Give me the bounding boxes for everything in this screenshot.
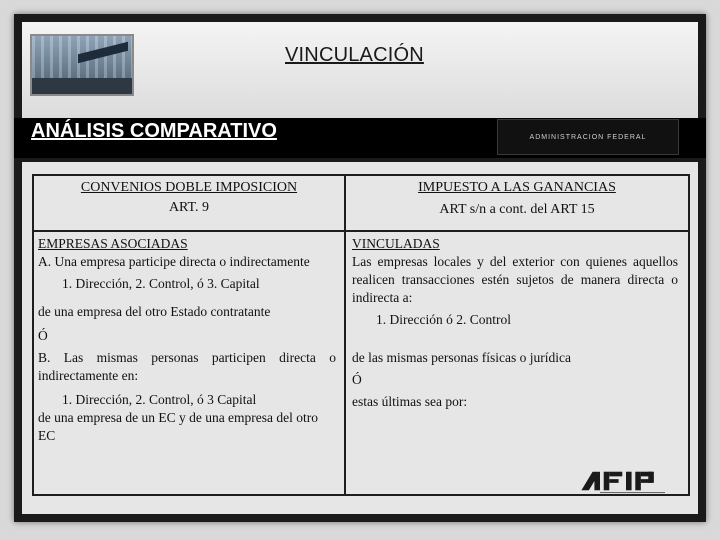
left-header-title: CONVENIOS DOBLE IMPOSICION: [80, 180, 298, 195]
section-subtitle: ANÁLISIS COMPARATIVO: [31, 120, 277, 142]
building-photo-thumbnail: [30, 34, 134, 96]
right-column-header: [348, 178, 686, 220]
right-paragraph-2: de las mismas personas físicas o jurídica: [352, 350, 571, 365]
right-header-title: IMPUESTO A LAS GANANCIAS: [418, 180, 616, 195]
page-title: VINCULACIÓN: [285, 44, 424, 66]
left-paragraph-b2: de una empresa de un EC y de una empresa del otro EC: [38, 410, 319, 443]
right-list: 1. Dirección ó 2. Control: [376, 312, 511, 327]
right-or-separator: Ó: [352, 372, 362, 387]
left-column-body: [38, 235, 336, 445]
left-paragraph-b: B. Las mismas personas participen directa o indirectamente en:: [38, 350, 336, 383]
afip-logo: [576, 468, 676, 494]
left-paragraph-a: A. Una empresa participe directa o indirectamente: [38, 254, 310, 269]
left-or-separator: Ó: [38, 328, 48, 343]
left-paragraph-a2: de una empresa del otro Estado contratante: [38, 304, 271, 319]
table-header-divider: [32, 230, 690, 232]
building-base: [32, 78, 132, 94]
right-paragraph: Las empresas locales y del exterior con quienes aquellos realicen transacciones estén sujetos de manera directa o indirecta a:: [352, 254, 678, 305]
left-header-article: ART. 9: [168, 200, 210, 215]
right-header-article: ART s/n a cont. del ART 15: [439, 202, 595, 217]
right-column-body: [352, 235, 678, 411]
table-column-divider: [344, 174, 346, 496]
building-sign: [78, 42, 128, 63]
left-section-title: EMPRESAS ASOCIADAS: [38, 236, 188, 251]
right-section-title: VINCULADAS: [352, 236, 440, 251]
left-list-b: 1. Dirección, 2. Control, ó 3 Capital: [62, 392, 257, 407]
agency-banner: [497, 119, 679, 155]
left-column-header: [36, 178, 342, 218]
right-paragraph-3: estas últimas sea por:: [352, 394, 468, 409]
left-list-a: 1. Dirección, 2. Control, ó 3. Capital: [62, 276, 260, 291]
agency-banner-text: ADMINISTRACION FEDERAL: [529, 133, 647, 141]
